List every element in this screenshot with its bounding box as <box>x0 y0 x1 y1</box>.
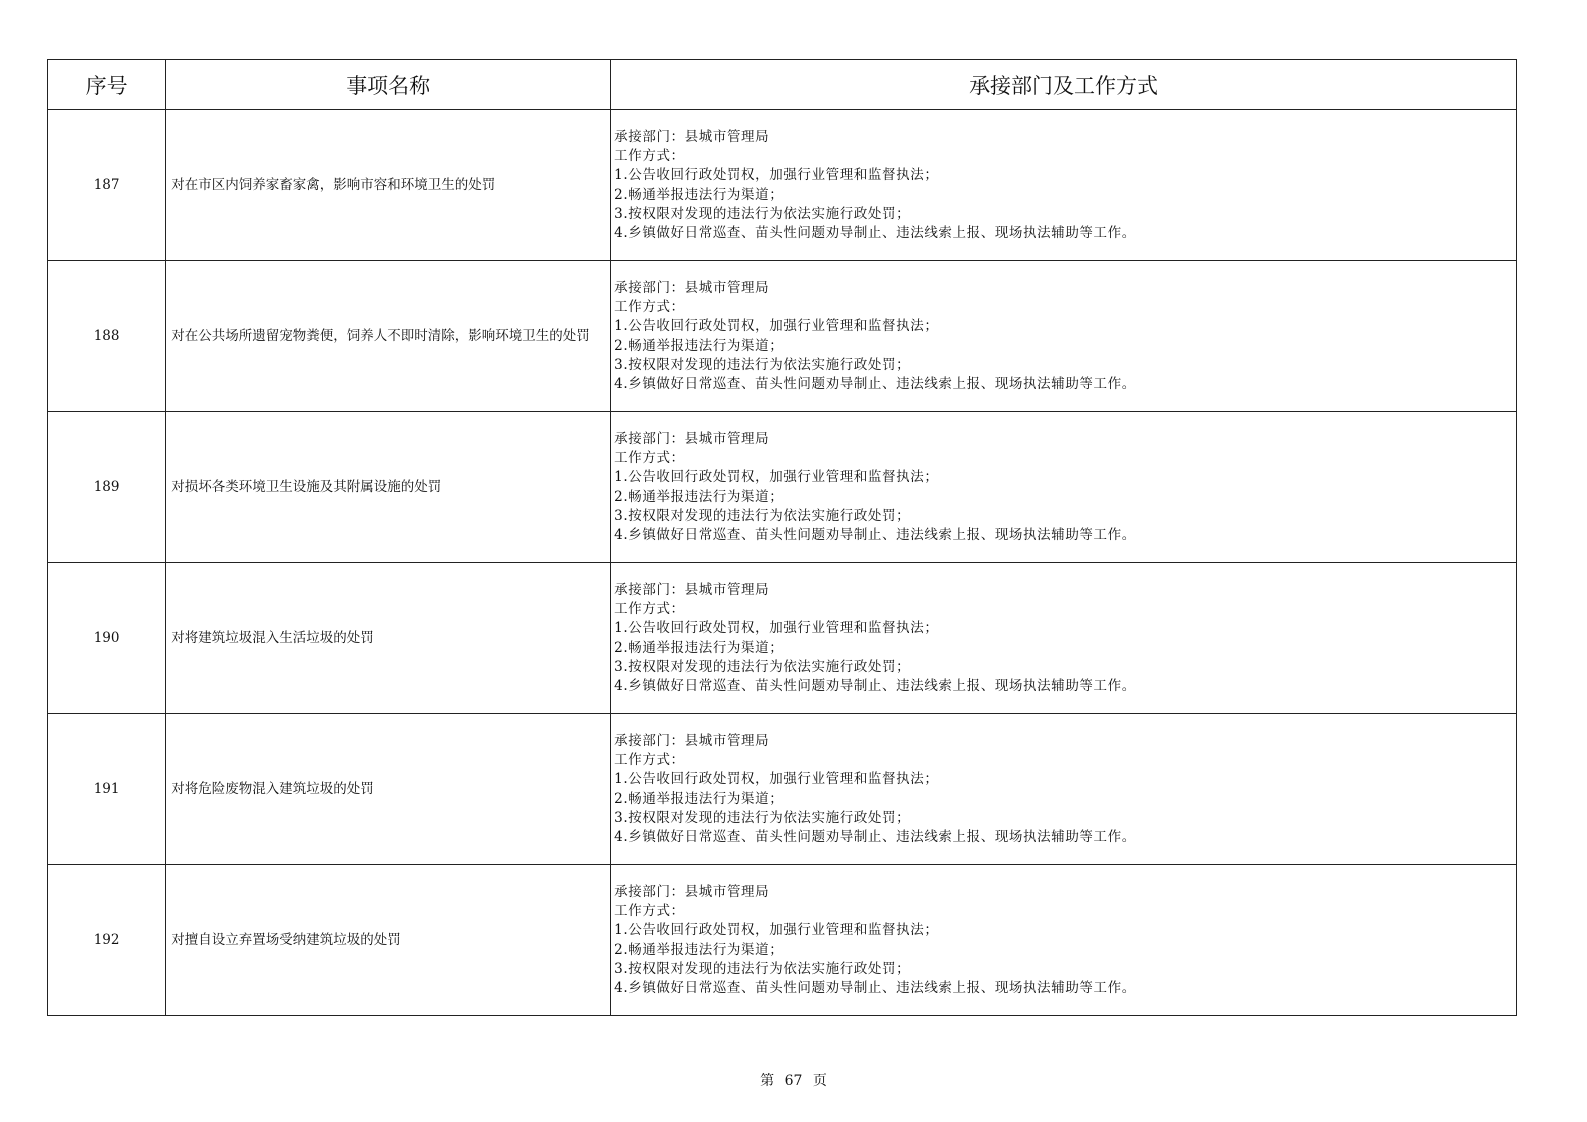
department-method-line: 2.畅通举报违法行为渠道； <box>614 488 784 505</box>
row-serial-number: 188 <box>48 261 166 412</box>
row-serial-number: 187 <box>48 110 166 261</box>
department-method-line: 2.畅通举报违法行为渠道； <box>614 790 784 807</box>
row-item-name: 对在公共场所遗留宠物粪便，饲养人不即时清除，影响环境卫生的处罚 <box>166 261 611 412</box>
department-method-line: 承接部门：县城市管理局 <box>614 430 770 447</box>
department-method-line: 4.乡镇做好日常巡查、苗头性问题劝导制止、违法线索上报、现场执法辅助等工作。 <box>614 376 1136 393</box>
department-method-line: 承接部门：县城市管理局 <box>614 732 770 749</box>
department-method-line: 4.乡镇做好日常巡查、苗头性问题劝导制止、违法线索上报、现场执法辅助等工作。 <box>614 980 1136 997</box>
department-method-line: 2.畅通举报违法行为渠道； <box>614 337 784 354</box>
department-method-line: 4.乡镇做好日常巡查、苗头性问题劝导制止、违法线索上报、现场执法辅助等工作。 <box>614 678 1136 695</box>
department-method-line: 承接部门：县城市管理局 <box>614 128 770 145</box>
row-serial-number: 189 <box>48 412 166 563</box>
department-method-line: 3.按权限对发现的违法行为依法实施行政处罚； <box>614 356 911 373</box>
department-method-line: 1.公告收回行政处罚权，加强行业管理和监督执法； <box>614 318 939 335</box>
department-method-line: 2.畅通举报违法行为渠道； <box>614 941 784 958</box>
page-number-value: 67 <box>784 1073 803 1089</box>
row-department-method <box>611 714 1517 865</box>
row-department-method <box>611 110 1517 261</box>
department-method-line: 工作方式： <box>614 449 685 466</box>
department-method-line: 4.乡镇做好日常巡查、苗头性问题劝导制止、违法线索上报、现场执法辅助等工作。 <box>614 829 1136 846</box>
row-serial-number: 192 <box>48 865 166 1016</box>
department-method-line: 1.公告收回行政处罚权，加强行业管理和监督执法； <box>614 620 939 637</box>
row-item-name: 对在市区内饲养家畜家禽，影响市容和环境卫生的处罚 <box>166 110 611 261</box>
table-row <box>48 261 1517 412</box>
department-method-line: 承接部门：县城市管理局 <box>614 279 770 296</box>
row-serial-number: 191 <box>48 714 166 865</box>
department-method-line: 1.公告收回行政处罚权，加强行业管理和监督执法； <box>614 167 939 184</box>
table-row <box>48 714 1517 865</box>
row-item-name: 对擅自设立弃置场受纳建筑垃圾的处罚 <box>166 865 611 1016</box>
table-body <box>48 110 1517 1016</box>
header-serial-number: 序号 <box>48 60 166 110</box>
matters-table <box>47 59 1517 1016</box>
row-serial-number: 190 <box>48 563 166 714</box>
page-number-suffix: 页 <box>812 1073 827 1089</box>
page-number-prefix: 第 <box>760 1073 775 1089</box>
department-method-line: 4.乡镇做好日常巡查、苗头性问题劝导制止、违法线索上报、现场执法辅助等工作。 <box>614 527 1136 544</box>
department-method-line: 3.按权限对发现的违法行为依法实施行政处罚； <box>614 960 911 977</box>
department-method-line: 3.按权限对发现的违法行为依法实施行政处罚； <box>614 205 911 222</box>
row-department-method <box>611 261 1517 412</box>
department-method-line: 3.按权限对发现的违法行为依法实施行政处罚； <box>614 809 911 826</box>
department-method-line: 2.畅通举报违法行为渠道； <box>614 186 784 203</box>
department-method-line: 1.公告收回行政处罚权，加强行业管理和监督执法； <box>614 922 939 939</box>
department-method-line: 3.按权限对发现的违法行为依法实施行政处罚； <box>614 507 911 524</box>
page-number <box>0 1070 1587 1090</box>
department-method-line: 3.按权限对发现的违法行为依法实施行政处罚； <box>614 658 911 675</box>
department-method-line: 承接部门：县城市管理局 <box>614 883 770 900</box>
row-department-method <box>611 865 1517 1016</box>
department-method-line: 1.公告收回行政处罚权，加强行业管理和监督执法； <box>614 469 939 486</box>
header-department-method: 承接部门及工作方式 <box>611 60 1517 110</box>
table-row <box>48 563 1517 714</box>
row-department-method <box>611 563 1517 714</box>
table-row <box>48 865 1517 1016</box>
row-item-name: 对将危险废物混入建筑垃圾的处罚 <box>166 714 611 865</box>
department-method-line: 工作方式： <box>614 751 685 768</box>
department-method-line: 工作方式： <box>614 298 685 315</box>
row-item-name: 对损坏各类环境卫生设施及其附属设施的处罚 <box>166 412 611 563</box>
department-method-line: 承接部门：县城市管理局 <box>614 581 770 598</box>
table-row <box>48 412 1517 563</box>
department-method-line: 4.乡镇做好日常巡查、苗头性问题劝导制止、违法线索上报、现场执法辅助等工作。 <box>614 225 1136 242</box>
department-method-line: 工作方式： <box>614 600 685 617</box>
department-method-line: 工作方式： <box>614 147 685 164</box>
table-row <box>48 110 1517 261</box>
header-item-name: 事项名称 <box>166 60 611 110</box>
department-method-line: 2.畅通举报违法行为渠道； <box>614 639 784 656</box>
row-item-name: 对将建筑垃圾混入生活垃圾的处罚 <box>166 563 611 714</box>
department-method-line: 1.公告收回行政处罚权，加强行业管理和监督执法； <box>614 771 939 788</box>
department-method-line: 工作方式： <box>614 902 685 919</box>
table-header-row <box>48 60 1517 110</box>
row-department-method <box>611 412 1517 563</box>
